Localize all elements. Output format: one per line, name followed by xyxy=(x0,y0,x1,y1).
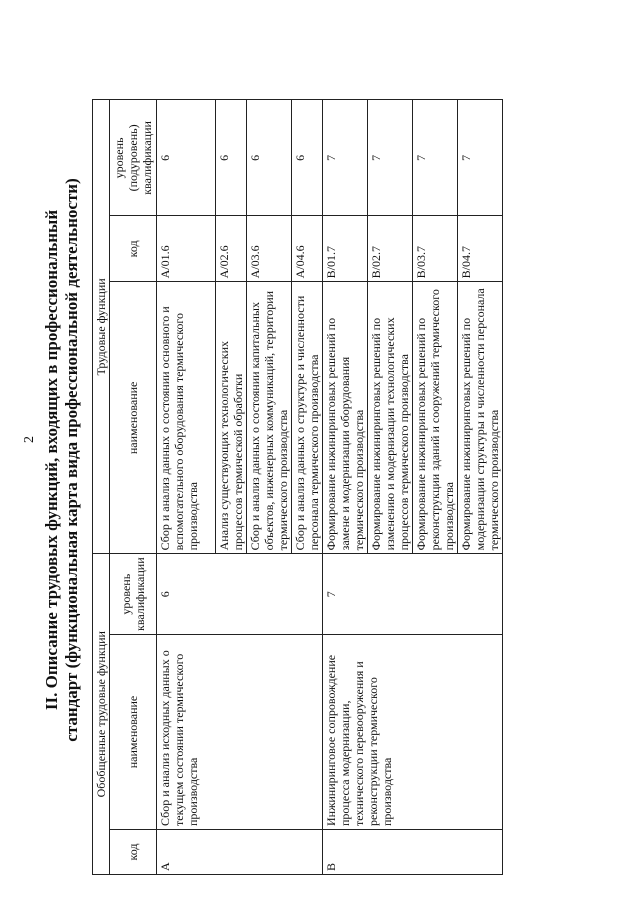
group-name: Инжиниринговое сопровождение процесса модернизации, технического перевооружения и реконструкции термического производства xyxy=(323,635,503,830)
function-level: 6 xyxy=(157,100,216,216)
header-tf-level: уровень (подуровень) квалификации xyxy=(110,100,157,216)
header-labor-functions: Трудовые функции xyxy=(93,100,110,554)
function-code: B/04.7 xyxy=(458,216,503,282)
group-code: B xyxy=(323,830,503,875)
function-name: Формирование инжиниринговых решений по реконструкции зданий и сооружений термического производства xyxy=(413,282,458,554)
function-code: A/01.6 xyxy=(157,216,216,282)
function-name: Сбор и анализ данных о структуре и численности персонала термического производства xyxy=(292,282,323,554)
function-name: Формирование инжиниринговых решений по модернизации структуры и численности персонала термического производства xyxy=(458,282,503,554)
table-row xyxy=(323,100,368,875)
table-row xyxy=(157,100,216,875)
title-line-1: II. Описание трудовых функций, входящих в профессиональный xyxy=(42,209,61,711)
function-code: B/01.7 xyxy=(323,216,368,282)
group-name: Сбор и анализ исходных данных о текущем состоянии термического производства xyxy=(157,635,323,830)
header-qualification-level: уровень квалификации xyxy=(110,554,157,635)
function-level: 7 xyxy=(368,100,413,216)
function-code: A/04.6 xyxy=(292,216,323,282)
functions-table xyxy=(92,99,503,875)
function-level: 7 xyxy=(458,100,503,216)
function-level: 6 xyxy=(292,100,323,216)
header-name: наименование xyxy=(110,635,157,830)
header-tf-name: наименование xyxy=(110,282,157,554)
function-level: 7 xyxy=(413,100,458,216)
group-level: 6 xyxy=(157,554,323,635)
function-name: Сбор и анализ данных о состоянии основного и вспомогательного оборудования термического производства xyxy=(157,282,216,554)
function-name: Анализ существующих технологических процессов термической обработки xyxy=(216,282,247,554)
function-name: Формирование инжиниринговых решений по замене и модернизации оборудования термического производства xyxy=(323,282,368,554)
group-code: A xyxy=(157,830,323,875)
function-code: B/03.7 xyxy=(413,216,458,282)
function-level: 6 xyxy=(247,100,292,216)
function-name: Сбор и анализ данных о состоянии капитальных объектов, инженерных коммуникаций, территории термического производства xyxy=(247,282,292,554)
function-code: B/02.7 xyxy=(368,216,413,282)
function-code: A/03.6 xyxy=(247,216,292,282)
function-name: Формирование инжиниринговых решений по изменению и модернизации технологических процессов термического производства xyxy=(368,282,413,554)
header-generalized-functions: Обобщенные трудовые функции xyxy=(93,554,110,875)
page-number: 2 xyxy=(22,436,37,443)
function-code: A/02.6 xyxy=(216,216,247,282)
function-level: 6 xyxy=(216,100,247,216)
header-tf-code: код xyxy=(110,216,157,282)
function-level: 7 xyxy=(323,100,368,216)
section-title xyxy=(42,75,82,845)
title-line-2: стандарт (функциональная карта вида профессиональной деятельности) xyxy=(62,178,81,742)
header-code: код xyxy=(110,830,157,875)
group-level: 7 xyxy=(323,554,503,635)
